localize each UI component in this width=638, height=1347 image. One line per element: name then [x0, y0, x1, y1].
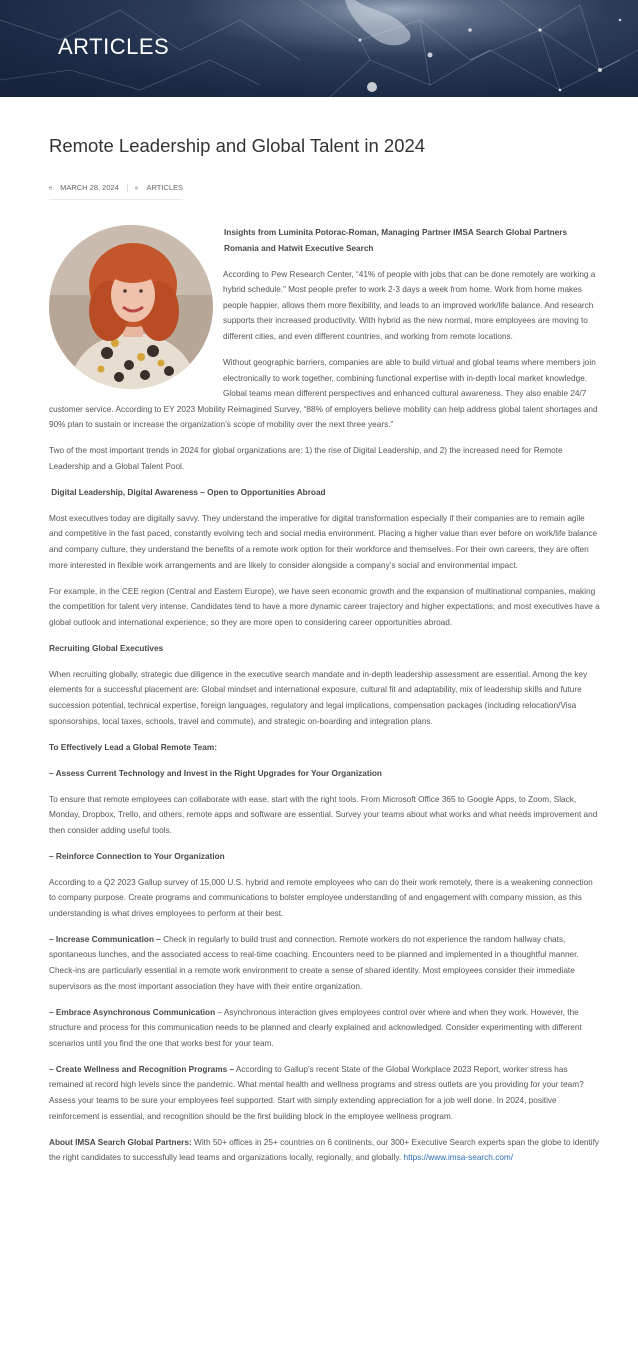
- paragraph-text: Check in regularly to build trust and connection. Remote workers do not experience the random hallway chats, spontaneous lunches, and the associated access to real-time coaching. Encounters need to be planned and implemented in a thoughtful manner. Check-ins are particularly essential in a remote work environment to create a sense of shared identity. Most employees consider their immediate supervisors as the most important association they have with their entire organization.: [49, 934, 579, 991]
- paragraph: To ensure that remote employees can collaborate with ease, start with the right tools. From Microsoft Office 365 to Google Apps, to Zoom, Slack, Monday, Dropbox, Trello, and others, remote apps and software are essential. Survey your teams about what works and what needs improvement and then consider adding useful tools.: [49, 794, 598, 835]
- paragraph: [49, 932, 600, 994]
- article-date[interactable]: MARCH 28, 2024: [60, 183, 119, 192]
- article-intro: Insights from Luminita Potorac-Roman, Managing Partner IMSA Search Global Partners Romania and Hatwit Executive Search: [224, 228, 568, 253]
- section-heading: To Effectively Lead a Global Remote Team:: [49, 742, 217, 752]
- hero-title: ARTICLES: [58, 34, 170, 59]
- paragraph-text: With 50+ offices in 25+ countries on 6 continents, our 300+ Executive Search experts span the globe to identify the right candidates to successfully lead teams and organizations locally, regionally, and globally.: [49, 1137, 600, 1163]
- article-title: Remote Leadership and Global Talent in 2024: [49, 135, 426, 156]
- paragraph: When recruiting globally, strategic due diligence in the executive search mandate and in-depth leadership assessment are essential. Among the key elements for a successful placement are: Global mindset and international exposure, cultural fit and adaptability, mix of leadership skills and future succession potential, technical expertise, foreign languages, regulatory and legal implications, compensation packages (including relocation/Visa sponsorships, local taxes, schools, travel and commute), and strategic on-boarding and integration plans.: [49, 669, 588, 726]
- article-meta: [49, 183, 183, 200]
- paragraph: According to a Q2 2023 Gallup survey of 15,000 U.S. hybrid and remote employees who can do their work remotely, there is a weakening connection to company purpose. Create programs and communications to bolster employee understanding of and engagement with company mission, as this understanding is what drives employees to perform at their best.: [49, 877, 593, 918]
- inline-heading: – Increase Communication –: [49, 934, 161, 944]
- paragraph: Without geographic barriers, companies are able to build virtual and global teams where members join electronically to work together, combining functional expertise with in-depth local market knowledge. Global teams mean different perspectives and enhanced cultural awareness. They also enable 24/7 customer service. According to EY 2023 Mobility Reimagined Survey, “88% of employers believe mobility can help address global talent shortages and 90% plan to sustain or increase the organization’s scope of mobility over the next three years.”: [49, 357, 598, 430]
- paragraph: [49, 1005, 600, 1052]
- section-heading-text: Digital Leadership, Digital Awareness – Open to Opportunities Abroad: [51, 487, 326, 497]
- inline-heading: – Embrace Asynchronous Communication: [49, 1007, 216, 1017]
- list-icon: [135, 185, 138, 191]
- article-body: [49, 225, 600, 1176]
- article-page: [0, 97, 638, 1347]
- paragraph: Two of the most important trends in 2024 for global organizations are: 1) the rise of Digital Leadership, and 2) the increased need for Remote Leadership and a Global Talent Pool.: [49, 446, 563, 471]
- paragraph: For example, in the CEE region (Central and Eastern Europe), we have seen economic growth and the expansion of multinational companies, making the competition for talent very intense. Candidates tend to have a more dynamic career trajectory and higher expectations; and most executives have a global outlook and international experience, so they are more open to considering career opportunities abroad.: [49, 586, 600, 627]
- article-category-link[interactable]: ARTICLES: [146, 183, 183, 192]
- portrait-illustration: [49, 225, 213, 389]
- paragraph-text: – Asynchronous interaction gives employees control over where and when they work. However, the structure and process for this communication needs to be planned and clearly explained and acknowledged. Consider experimenting with different scenarios until you find the one that works best for your team.: [49, 1007, 582, 1048]
- author-portrait: [49, 225, 213, 389]
- section-heading: – Reinforce Connection to Your Organization: [49, 851, 225, 861]
- calendar-icon: [49, 185, 52, 191]
- paragraph: Most executives today are digitally savvy. They understand the imperative for digital transformation especially if their companies are to remain agile and competitive in the fast paced, constantly evolving tech and social media environment. Placing a higher value than ever before on work/life balance and company culture, they understand the benefits of a remote work option for their workforce and themselves. For their own careers, they are often more interested in flexible work arrangements and are likely to consider alongside a company’s social and environmental impact.: [49, 513, 598, 570]
- section-heading: Recruiting Global Executives: [49, 643, 164, 653]
- paragraph: According to Pew Research Center, “41% of people with jobs that can be done remotely are working a hybrid schedule.” Most people prefer to work 2-3 days a week from home. Work from home makes people happier, allows them more flexibility, and leads to an improved work/life balance. And research supports their increased productivity. With hybrid as the new normal, more employees are moving to different cities, and even different countries, and working from remote locations.: [223, 269, 596, 341]
- paragraph: [49, 1062, 600, 1124]
- paragraph-text: According to Gallup’s recent State of the Global Workplace 2023 Report, worker stress has remained at record high levels since the pandemic. What mental health and wellness programs and stress outlets are you providing for your team? Assess your teams to be sure your employees feel supported. Start with simply extending appreciation for a job well done. In 2024, positive reinforcement is essential, and recognition should be the first building block in the employee wellness program.: [49, 1064, 584, 1121]
- about-paragraph: [49, 1135, 600, 1166]
- inline-heading: About IMSA Search Global Partners:: [49, 1137, 192, 1147]
- hero-banner: [0, 0, 638, 97]
- inline-heading: – Create Wellness and Recognition Programs –: [49, 1064, 235, 1074]
- imsa-website-link[interactable]: https://www.imsa-search.com/: [403, 1153, 514, 1163]
- section-heading: [49, 485, 600, 501]
- meta-divider: [127, 184, 128, 192]
- section-heading: – Assess Current Technology and Invest in the Right Upgrades for Your Organization: [49, 768, 382, 778]
